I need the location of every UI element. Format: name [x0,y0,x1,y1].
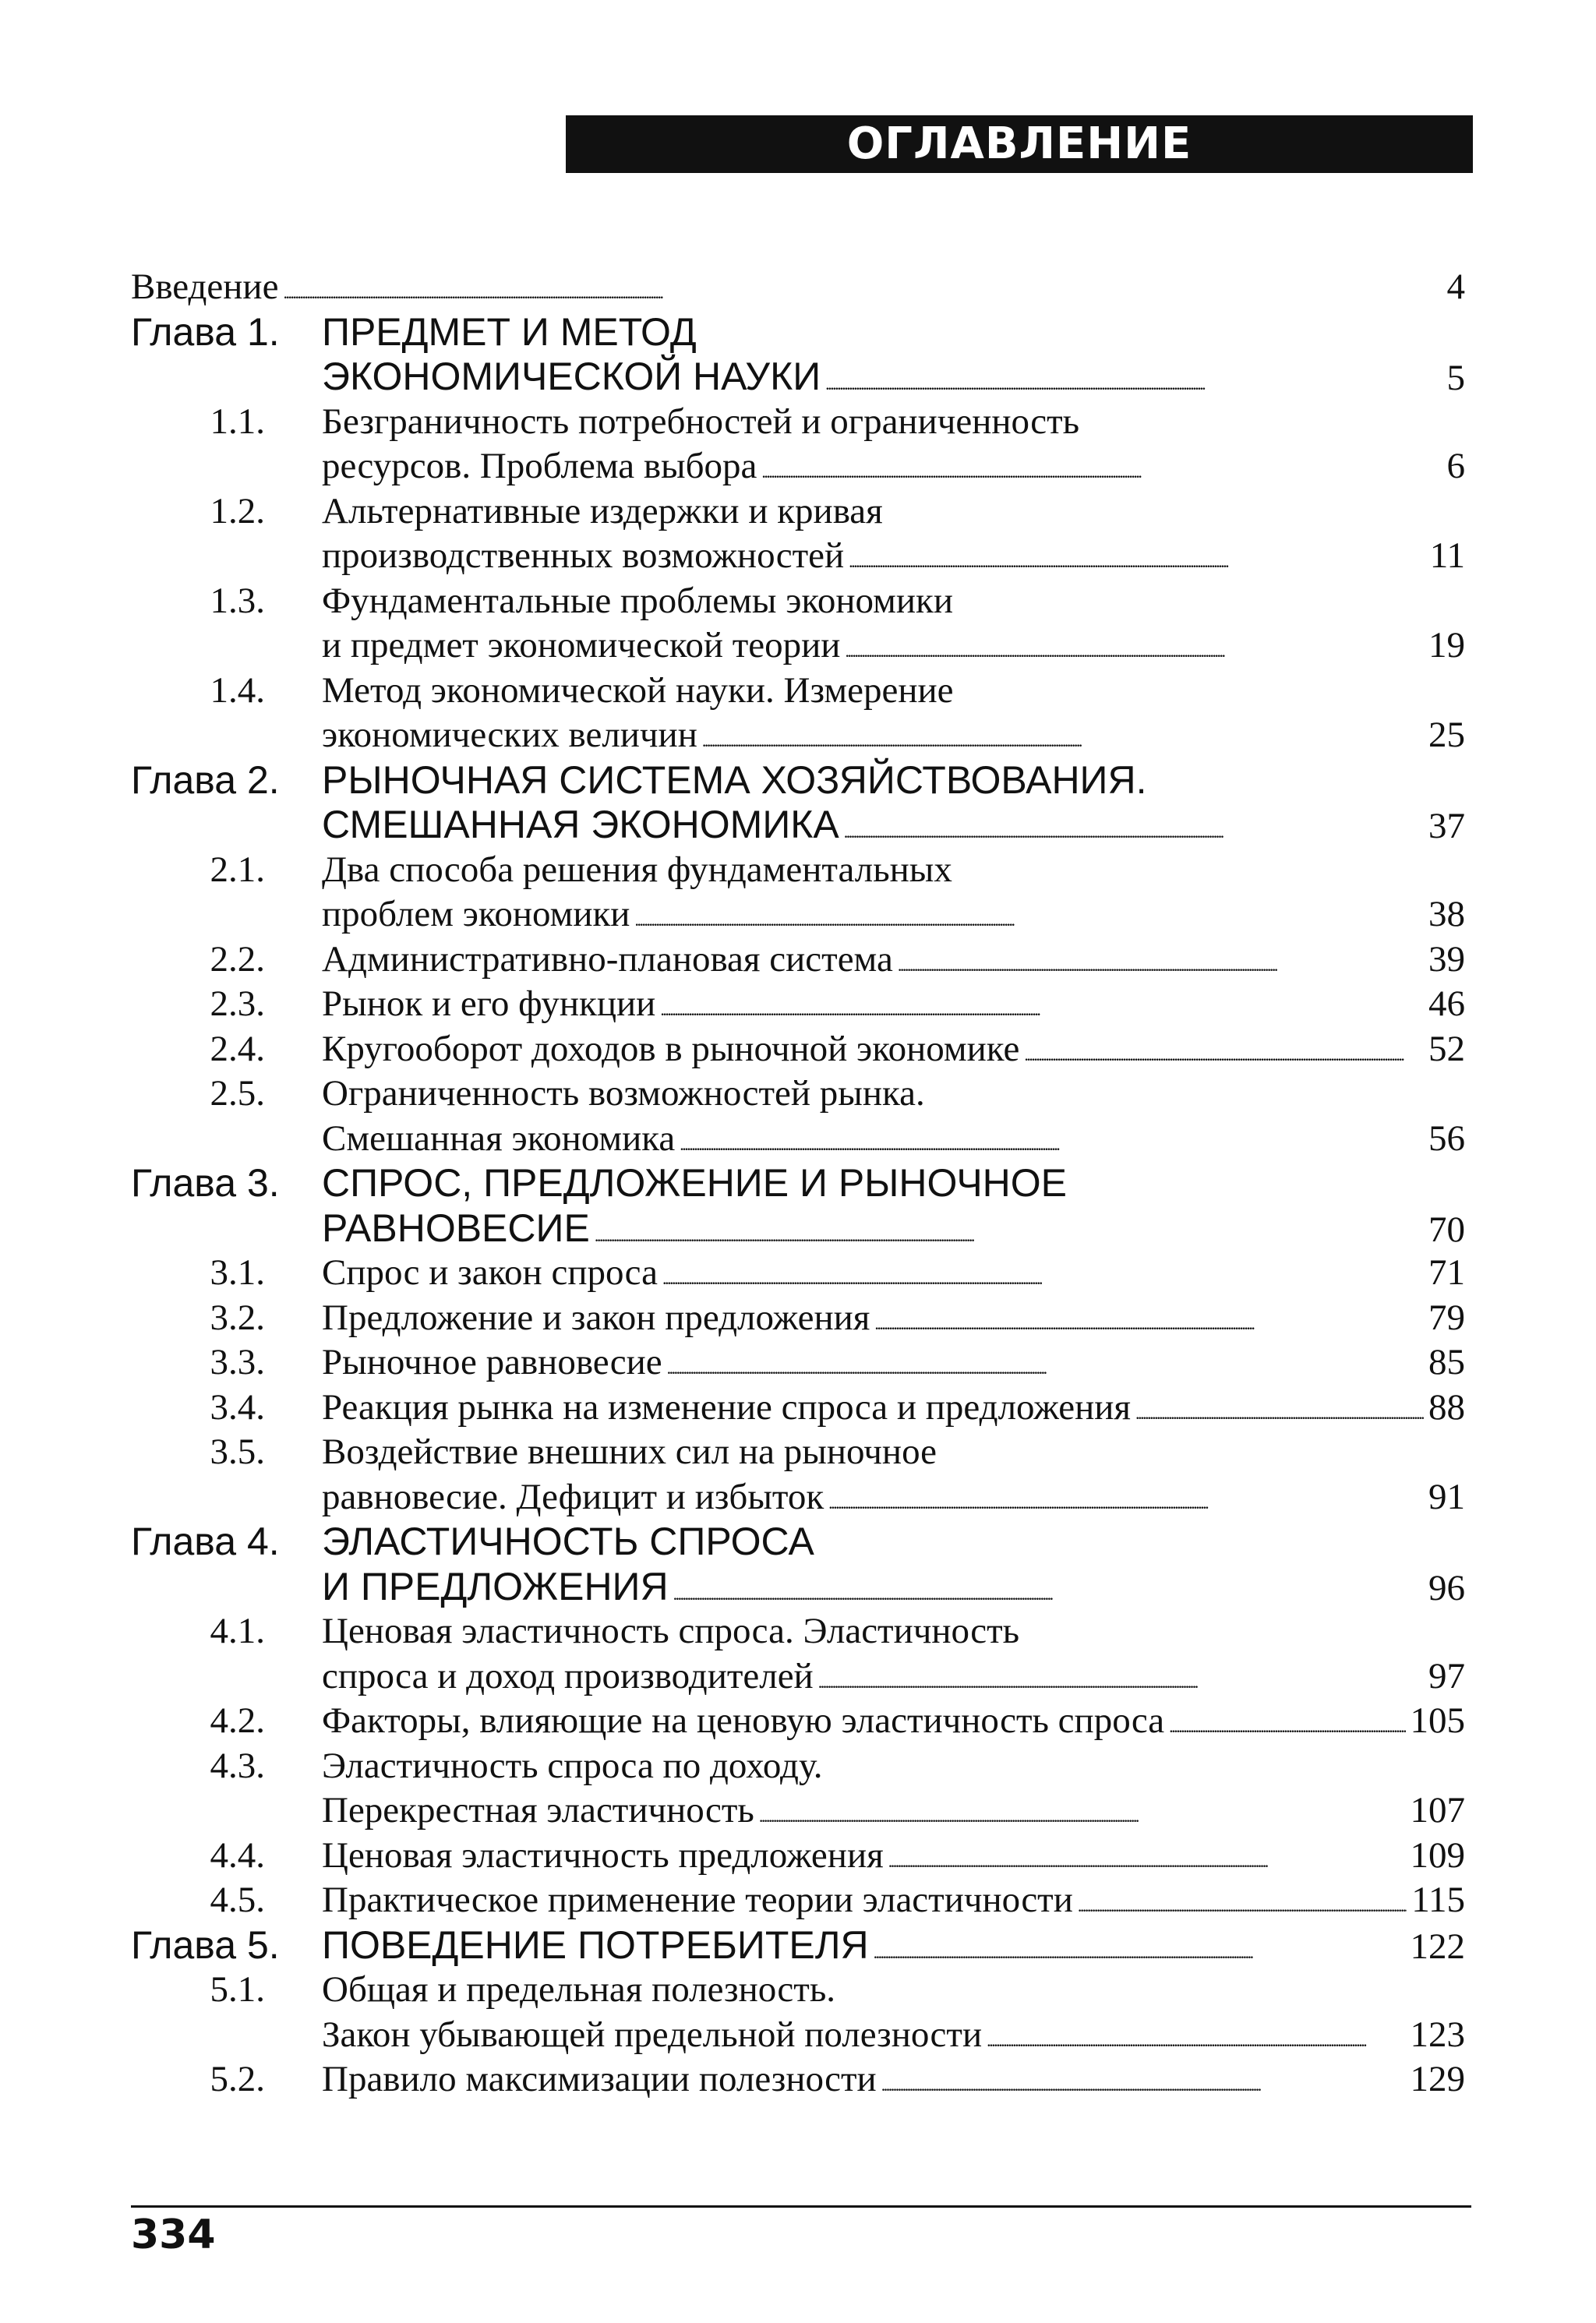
toc-entry-line [322,1520,1465,1565]
toc-entry-number: 3.1. [210,1252,265,1293]
toc-entry-page: 97 [1428,1655,1465,1696]
toc-entry-line [322,937,1465,988]
toc-entry-line [322,1340,1465,1391]
toc-entry-line [322,1475,1465,1526]
toc-entry-title: СМЕШАННАЯ ЭКОНОМИКА [322,803,839,846]
toc-entry-number: 2.5. [210,1073,265,1114]
dot-leader [818,1654,1424,1705]
toc-entry-page: 123 [1410,2014,1465,2055]
toc-entry-page: 5 [1446,358,1465,398]
toc-entry-title: Рынок и его функции [322,983,656,1024]
toc-entry-page: 25 [1428,715,1465,755]
toc-entry-title: Факторы, влияющие на ценовую эластичность спроса [322,1700,1165,1741]
toc-entry-page: 37 [1428,806,1465,846]
toc-entry-page: 88 [1428,1386,1465,1428]
toc-row [131,892,1465,937]
toc-row [131,400,1465,445]
toc-entry-title: ПРЕДМЕТ И МЕТОД [322,309,697,354]
toc-entry-page: 122 [1410,1926,1465,1967]
toc-entry-number: 4.4. [210,1834,265,1876]
toc-entry-line [322,669,1465,714]
toc-row [131,1699,1465,1744]
toc-entry-line [322,1699,1465,1749]
toc-entry-number: 5.2. [210,2059,265,2099]
dot-leader [634,892,1424,943]
toc-row [131,848,1465,893]
toc-entry-page: 39 [1428,938,1465,980]
toc-entry-number: 4.1. [210,1611,265,1651]
dot-leader [660,982,1424,1033]
toc-row [131,444,1465,489]
toc-entry-page: 91 [1428,1476,1465,1517]
page-title: ОГЛАВЛЕНИЕ [566,115,1473,173]
toc-entry-title: РАВНОВЕСИЕ [322,1206,590,1250]
toc-entry-title: СПРОС, ПРЕДЛОЖЕНИЕ И РЫНОЧНОЕ [322,1161,1068,1205]
toc-row [131,1744,1465,1789]
toc-entry-title: Два способа решения фундаментальных [322,849,952,890]
toc-entry-number: 1.1. [210,401,265,442]
toc-row [131,1296,1465,1341]
table-of-contents [131,265,1465,2102]
toc-row [131,1520,1465,1565]
toc-row [131,1161,1465,1206]
toc-entry-line [322,2013,1465,2064]
toc-entry-title: спроса и доход производителей [322,1655,814,1696]
toc-entry-page: 105 [1410,1700,1465,1741]
toc-entry-number: 1.2. [210,490,265,531]
toc-entry-number: 4.2. [210,1700,265,1741]
toc-row [131,2013,1465,2058]
toc-entry-title: Ценовая эластичность спроса. Эластичность [322,1611,1020,1651]
toc-entry-line [322,1968,1465,2013]
toc-row [131,1654,1465,1700]
toc-entry-line [322,758,1465,803]
toc-entry-title: Ценовая эластичность предложения [322,1834,884,1876]
dot-leader [888,1834,1406,1884]
toc-entry-line [322,1386,1465,1436]
toc-entry-number: 2.1. [210,849,265,890]
toc-entry-line [322,1296,1465,1347]
page-number: 334 [131,2212,216,2258]
dot-leader [845,623,1424,674]
toc-entry-title: ЭЛАСТИЧНОСТЬ СПРОСА [322,1520,814,1563]
toc-entry-line [322,1609,1465,1654]
toc-row [131,669,1465,714]
toc-row [131,1788,1465,1834]
toc-entry-title: ПОВЕДЕНИЕ ПОТРЕБИТЕЛЯ [322,1922,869,1967]
toc-entry-title: Ограниченность возможностей рынка. [322,1073,925,1114]
toc-entry-line [322,1788,1465,1839]
toc-entry-number: 1.3. [210,580,265,621]
toc-entry-number: 3.3. [210,1342,265,1382]
toc-entry-line [322,1071,1465,1117]
toc-entry-line [131,265,1465,316]
toc-entry-title: производственных возможностей [322,535,845,576]
dot-leader [1135,1386,1424,1436]
toc-entry-page: 107 [1410,1790,1465,1831]
toc-entry-line [322,400,1465,445]
toc-entry-page: 96 [1428,1567,1465,1608]
toc-entry-page: 11 [1429,535,1465,576]
toc-entry-page: 38 [1428,894,1465,934]
dot-leader [761,444,1442,495]
dot-leader [1169,1699,1405,1749]
toc-row [131,1027,1465,1072]
dot-leader [898,937,1424,988]
toc-entry-page: 70 [1428,1209,1465,1250]
toc-row [131,310,1465,355]
dot-leader [680,1117,1424,1167]
toc-entry-number: Глава 5. [131,1922,280,1967]
toc-entry-page: 46 [1428,983,1465,1024]
toc-entry-title: проблем экономики [322,894,630,934]
toc-row [131,265,1465,310]
toc-entry-page: 56 [1428,1117,1465,1159]
toc-entry-number: Глава 4. [131,1520,280,1563]
dot-leader [283,265,1442,316]
toc-row [131,355,1465,400]
toc-entry-page: 71 [1428,1252,1465,1293]
toc-row [131,713,1465,758]
toc-row [131,1878,1465,1923]
toc-entry-title: Административно-плановая система [322,938,893,980]
toc-row [131,1430,1465,1475]
toc-entry-page: 115 [1411,1880,1465,1920]
dot-leader [881,2057,1406,2108]
toc-entry-line [322,982,1465,1033]
toc-entry-title: Метод экономической науки. Измерение [322,669,954,711]
dot-leader [849,534,1425,584]
toc-entry-number: 2.4. [210,1028,265,1069]
toc-entry-title: Кругооборот доходов в рыночной экономике [322,1028,1020,1069]
toc-entry-page: 6 [1446,446,1465,486]
toc-entry-title: Рыночное равновесие [322,1342,662,1382]
toc-entry-title: Предложение и закон предложения [322,1297,870,1338]
toc-entry-title: Фундаментальные проблемы экономики [322,580,953,621]
toc-row [131,1206,1465,1252]
toc-entry-page: 4 [1446,267,1465,307]
toc-entry-number: Глава 2. [131,757,280,802]
toc-entry-page: 85 [1428,1342,1465,1382]
toc-entry-title: Спрос и закон спроса [322,1252,658,1293]
toc-entry-title: Правило максимизации полезности [322,2059,877,2099]
toc-row [131,803,1465,848]
dot-leader [759,1788,1406,1839]
toc-entry-title: Перекрестная эластичность [322,1790,754,1831]
toc-entry-line [322,1430,1465,1475]
toc-entry-page: 52 [1428,1028,1465,1069]
toc-entry-title: Безграничность потребностей и ограниченность [322,401,1080,442]
dot-leader [1024,1027,1424,1078]
toc-entry-number: 3.2. [210,1297,265,1338]
toc-row [131,1968,1465,2013]
toc-entry-line [322,1027,1465,1078]
toc-row [131,1071,1465,1117]
toc-entry-title: Альтернативные издержки и кривая [322,490,883,531]
toc-entry-title: Эластичность спроса по доходу. [322,1745,823,1786]
toc-row [131,1251,1465,1296]
toc-row [131,534,1465,579]
toc-entry-line [322,1834,1465,1884]
toc-row [131,758,1465,803]
toc-entry-number: 3.4. [210,1386,265,1428]
toc-entry-title: Практическое применение теории эластичности [322,1880,1073,1920]
toc-entry-number: 5.1. [210,1969,265,2010]
toc-entry-page: 129 [1410,2059,1465,2099]
toc-entry-line [322,579,1465,624]
toc-entry-title: Воздействие внешних сил на рыночное [322,1432,937,1472]
toc-entry-line [322,1161,1465,1206]
toc-entry-title: ресурсов. Проблема выбора [322,446,757,486]
toc-entry-title: ЭКОНОМИЧЕСКОЙ НАУКИ [322,355,821,398]
toc-row [131,1475,1465,1520]
toc-entry-line [322,1878,1465,1929]
dot-leader [667,1340,1424,1391]
toc-entry-title: экономических величин [322,715,697,755]
toc-entry-number: 1.4. [210,669,265,711]
toc-row [131,937,1465,983]
dot-leader [662,1251,1424,1301]
toc-row [131,489,1465,535]
toc-row [131,579,1465,624]
footer-divider [131,2205,1471,2208]
toc-row [131,1117,1465,1162]
toc-entry-line [322,892,1465,943]
dot-leader [874,1296,1424,1347]
dot-leader [1078,1878,1407,1929]
toc-entry-line [322,1744,1465,1789]
toc-entry-page: 79 [1428,1297,1465,1338]
toc-entry-line [322,848,1465,893]
toc-row [131,1609,1465,1654]
toc-entry-line [322,1654,1465,1705]
dot-leader [828,1475,1424,1526]
toc-row [131,982,1465,1027]
toc-entry-number: 2.2. [210,938,265,980]
toc-row [131,1834,1465,1879]
toc-entry-title: и предмет экономической теории [322,625,841,665]
toc-entry-title: Смешанная экономика [322,1117,676,1159]
toc-entry-number: Глава 3. [131,1161,280,1205]
toc-entry-line [322,713,1465,764]
toc-entry-title: Общая и предельная полезность. [322,1969,836,2010]
dot-leader [987,2013,1405,2064]
toc-entry-title: И ПРЕДЛОЖЕНИЯ [322,1564,669,1608]
toc-entry-line [322,623,1465,674]
toc-entry-title: равновесие. Дефицит и избыток [322,1476,824,1517]
toc-entry-line [322,2057,1465,2108]
toc-entry-title: Реакция рынка на изменение спроса и предложения [322,1386,1131,1428]
toc-entry-page: 19 [1428,625,1465,665]
toc-entry-number: 2.3. [210,983,265,1024]
dot-leader [702,713,1424,764]
toc-row [131,623,1465,669]
toc-entry-line [322,1117,1465,1167]
toc-row [131,1923,1465,1968]
toc-entry-line [322,489,1465,535]
toc-entry-line [322,310,1465,355]
toc-entry-number: 4.5. [210,1880,265,1920]
toc-entry-number: 4.3. [210,1745,265,1786]
toc-entry-title: Введение [131,267,279,307]
toc-entry-title: РЫНОЧНАЯ СИСТЕМА ХОЗЯЙСТВОВАНИЯ. [322,757,1147,802]
toc-row [131,1340,1465,1386]
toc-entry-line [322,534,1465,584]
toc-entry-number: 3.5. [210,1432,265,1472]
toc-entry-page: 109 [1410,1834,1465,1876]
toc-entry-title: Закон убывающей предельной полезности [322,2014,983,2055]
toc-entry-number: Глава 1. [131,309,280,354]
toc-entry-line [322,444,1465,495]
toc-entry-line [322,1251,1465,1301]
toc-row [131,1565,1465,1610]
toc-row [131,2057,1465,2102]
toc-row [131,1386,1465,1431]
